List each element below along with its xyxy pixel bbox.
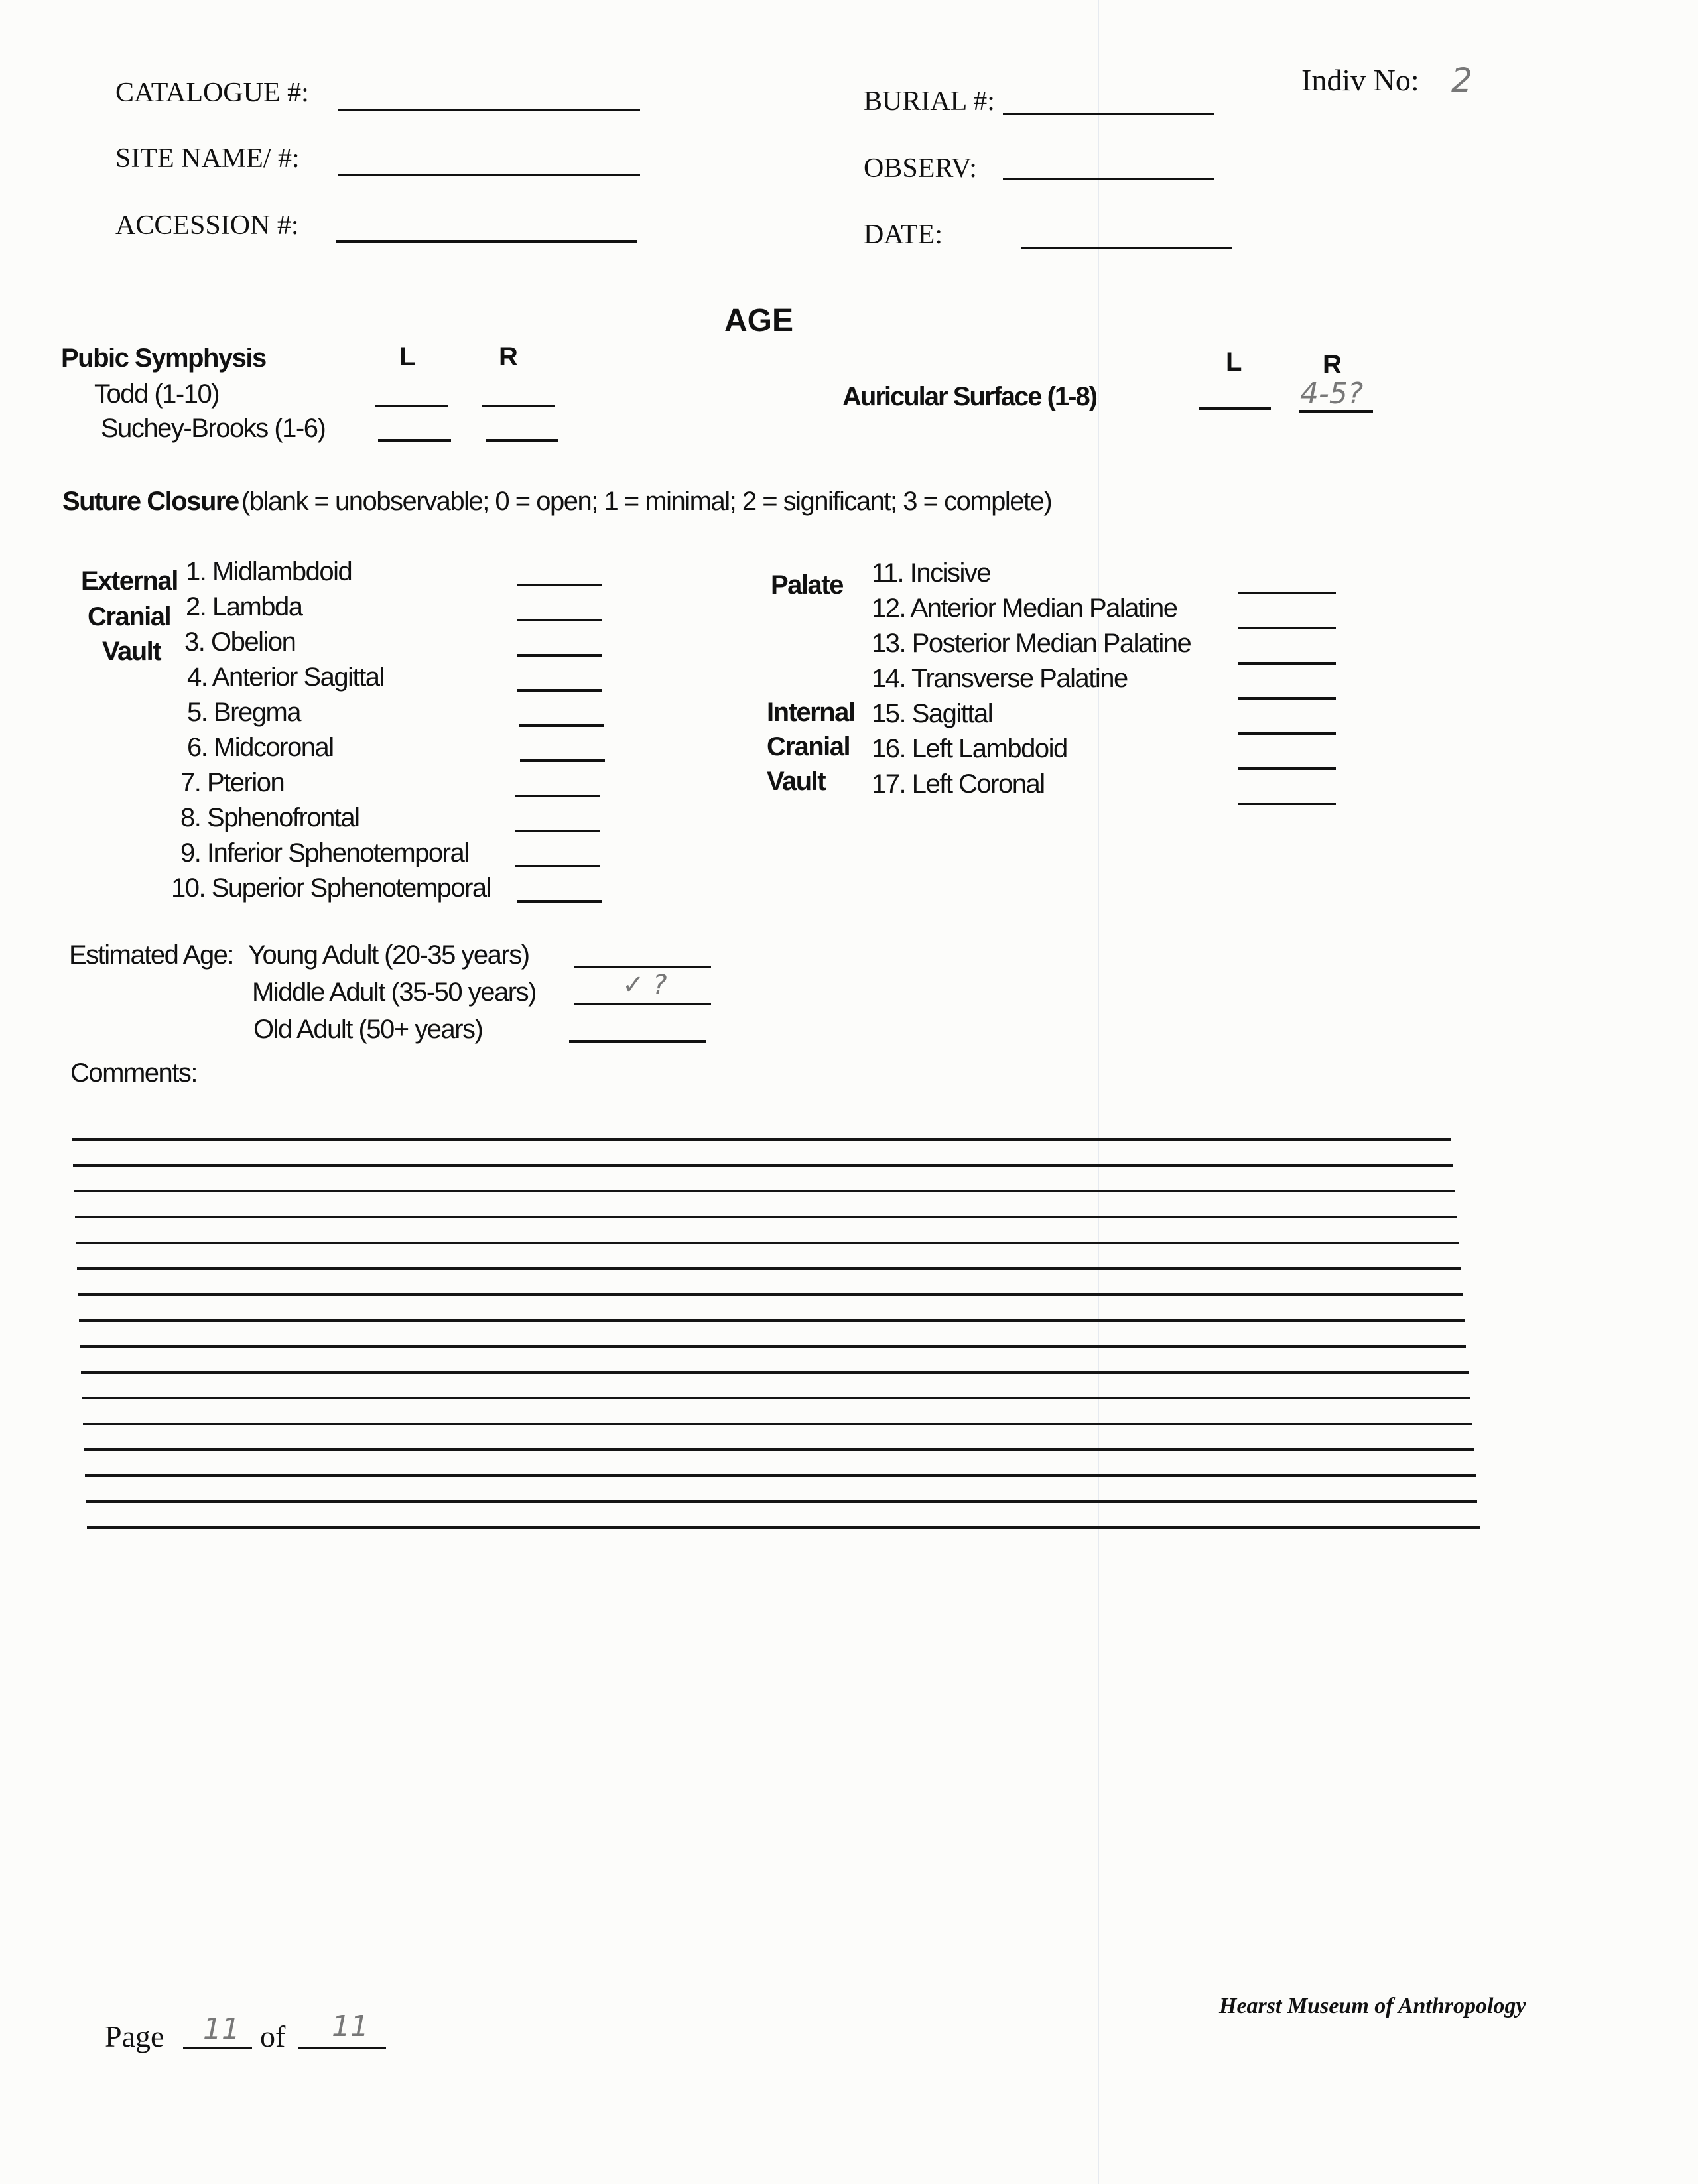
suchey-label: Suchey-Brooks (1-6) <box>101 414 326 443</box>
old-adult-field[interactable] <box>569 1040 706 1043</box>
suture-item-label: 3. Obelion <box>184 627 296 657</box>
old-adult-label: Old Adult (50+ years) <box>253 1015 483 1044</box>
page-total-value: 11 <box>332 2010 369 2043</box>
suture-item-label: 17. Left Coronal <box>872 769 1045 799</box>
pubic-col-l: L <box>399 342 416 371</box>
suture-score-field[interactable] <box>517 619 602 621</box>
suture-score-field[interactable] <box>1238 592 1336 594</box>
comment-line[interactable] <box>75 1216 1457 1218</box>
external-group-label-2: Cranial <box>88 602 171 631</box>
suture-item-label: 14. Transverse Palatine <box>872 664 1128 693</box>
burial-label: BURIAL #: <box>864 86 995 117</box>
section-title: AGE <box>724 303 794 338</box>
external-group-label-1: External <box>81 566 178 596</box>
comment-line[interactable] <box>73 1164 1453 1167</box>
comment-line[interactable] <box>74 1190 1455 1192</box>
todd-left-field[interactable] <box>375 405 448 407</box>
suture-item-label: 12. Anterior Median Palatine <box>872 594 1177 623</box>
estimated-age-label: Estimated Age: <box>69 940 234 970</box>
auricular-left-field[interactable] <box>1199 407 1271 410</box>
suture-score-field[interactable] <box>519 724 604 727</box>
auricular-label: Auricular Surface (1-8) <box>842 382 1097 411</box>
suture-score-field[interactable] <box>1238 697 1336 700</box>
suture-legend: (blank = unobservable; 0 = open; 1 = minimal; 2 = significant; 3 = complete) <box>241 487 1052 516</box>
suture-item-label: 8. Sphenofrontal <box>180 803 359 832</box>
indiv-value: 2 <box>1451 61 1472 99</box>
page-label: Page <box>105 2020 164 2053</box>
suture-item-label: 10. Superior Sphenotemporal <box>171 873 491 903</box>
comment-line[interactable] <box>86 1500 1477 1503</box>
observer-field[interactable] <box>1003 178 1214 180</box>
of-label: of <box>260 2020 286 2053</box>
accession-label: ACCESSION #: <box>115 210 299 241</box>
internal-group-label-3: Vault <box>767 767 826 796</box>
comment-line[interactable] <box>77 1267 1461 1270</box>
suture-score-field[interactable] <box>517 584 602 586</box>
suture-score-field[interactable] <box>515 865 600 867</box>
museum-name: Hearst Museum of Anthropology <box>1219 1994 1526 2018</box>
suture-score-field[interactable] <box>1238 662 1336 665</box>
indiv-label: Indiv No: <box>1301 63 1419 97</box>
internal-group-label-2: Cranial <box>767 732 850 761</box>
suture-item-label: 1. Midlambdoid <box>186 557 352 586</box>
suture-score-field[interactable] <box>1238 803 1336 805</box>
young-adult-label: Young Adult (20-35 years) <box>248 940 529 970</box>
page-number-field[interactable] <box>183 2047 252 2049</box>
date-field[interactable] <box>1021 247 1232 249</box>
page-edge <box>1098 0 1099 2184</box>
site-field[interactable] <box>338 174 640 176</box>
suture-closure-title: Suture Closure <box>62 487 239 516</box>
suture-item-label: 5. Bregma <box>187 698 301 727</box>
pubic-col-r: R <box>499 342 518 371</box>
auricular-col-l: L <box>1226 348 1242 377</box>
page-total-field[interactable] <box>298 2047 386 2049</box>
comments-label: Comments: <box>70 1059 197 1088</box>
comment-line[interactable] <box>78 1293 1463 1296</box>
middle-adult-field[interactable] <box>574 1003 711 1005</box>
suture-score-field[interactable] <box>1238 732 1336 735</box>
suture-score-field[interactable] <box>1238 767 1336 770</box>
site-label: SITE NAME/ #: <box>115 143 300 174</box>
suture-score-field[interactable] <box>517 654 602 657</box>
comment-line[interactable] <box>85 1474 1476 1477</box>
internal-group-label-1: Internal <box>767 698 855 727</box>
suchey-right-field[interactable] <box>486 439 558 442</box>
pubic-symphysis-title: Pubic Symphysis <box>61 344 266 373</box>
suture-score-field[interactable] <box>515 795 600 797</box>
comment-line[interactable] <box>87 1526 1480 1529</box>
suture-item-label: 6. Midcoronal <box>187 733 334 762</box>
burial-field[interactable] <box>1003 113 1214 115</box>
suture-item-label: 7. Pterion <box>180 768 285 797</box>
comment-line[interactable] <box>82 1397 1470 1399</box>
auricular-right-value: 4-5? <box>1300 377 1364 411</box>
comment-line[interactable] <box>79 1319 1465 1322</box>
suture-item-label: 11. Incisive <box>872 558 991 588</box>
todd-right-field[interactable] <box>482 405 555 407</box>
comment-line[interactable] <box>83 1423 1472 1425</box>
auricular-col-r: R <box>1323 350 1342 379</box>
suture-score-field[interactable] <box>1238 627 1336 629</box>
suture-score-field[interactable] <box>517 900 602 903</box>
page-number-value: 11 <box>203 2012 240 2046</box>
todd-label: Todd (1-10) <box>94 379 220 409</box>
observ-label: OBSERV: <box>864 153 977 184</box>
comment-line[interactable] <box>84 1448 1474 1451</box>
palate-group-label: Palate <box>771 570 843 600</box>
suchey-left-field[interactable] <box>378 439 451 442</box>
suture-score-field[interactable] <box>520 759 605 762</box>
accession-field[interactable] <box>336 240 637 243</box>
suture-score-field[interactable] <box>515 830 600 832</box>
comment-line[interactable] <box>72 1138 1451 1141</box>
suture-item-label: 13. Posterior Median Palatine <box>872 629 1191 658</box>
young-adult-field[interactable] <box>574 966 711 968</box>
date-label: DATE: <box>864 220 943 250</box>
suture-score-field[interactable] <box>517 689 602 692</box>
comment-line[interactable] <box>76 1242 1459 1244</box>
suture-item-label: 16. Left Lambdoid <box>872 734 1067 763</box>
external-group-label-3: Vault <box>102 637 161 666</box>
catalogue-field[interactable] <box>338 109 640 111</box>
suture-item-label: 15. Sagittal <box>872 699 993 728</box>
suture-item-label: 9. Inferior Sphenotemporal <box>180 838 469 867</box>
catalogue-label: CATALOGUE #: <box>115 78 309 108</box>
comment-line[interactable] <box>80 1345 1466 1348</box>
middle-adult-label: Middle Adult (35-50 years) <box>252 978 536 1007</box>
middle-adult-checkmark: ✓ ? <box>622 970 667 1000</box>
suture-item-label: 2. Lambda <box>186 592 302 621</box>
suture-item-label: 4. Anterior Sagittal <box>187 663 384 692</box>
comment-line[interactable] <box>81 1371 1469 1374</box>
